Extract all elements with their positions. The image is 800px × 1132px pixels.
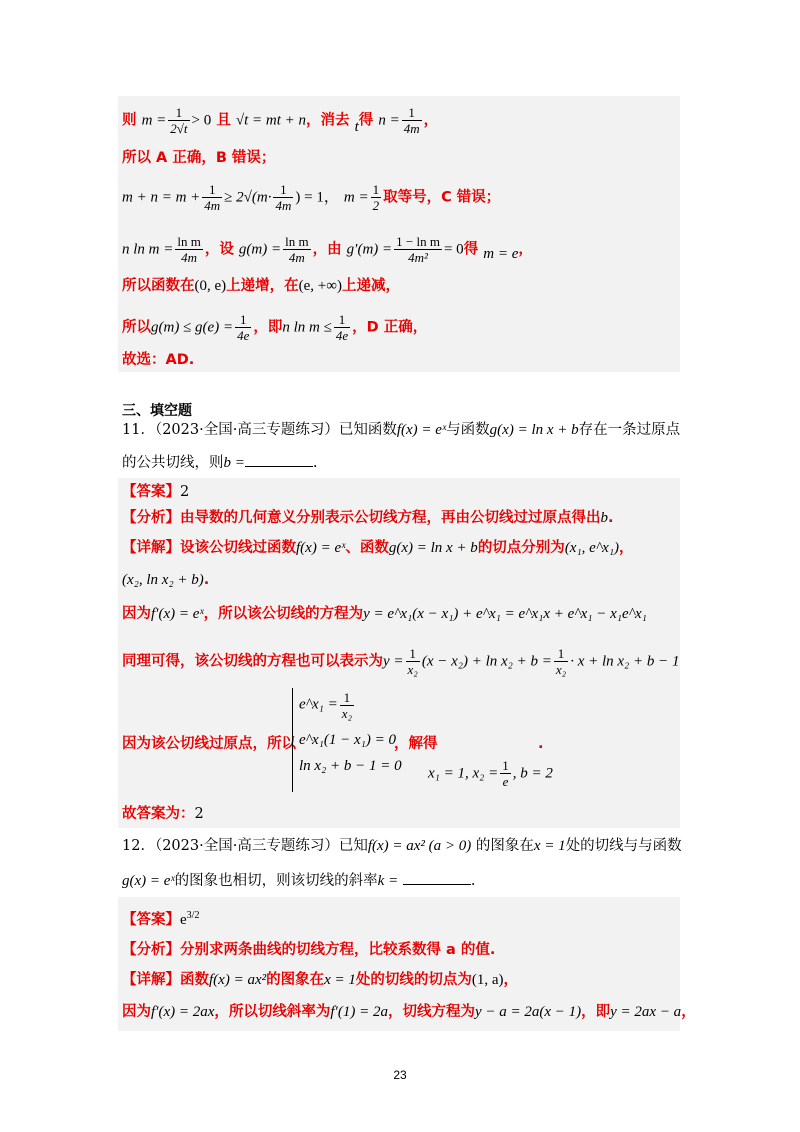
detail-line: 【详解】设该公切线过函数f(x) = eˣ、函数g(x) = ln x + b的切点分别为(x₁, e^x₁)， [122,540,634,556]
solution-line: 所以函数在(0, e)上递增，在(e, +∞)上递减， [122,278,400,294]
solution-line: 则 m = $\frac{1}{2√t}$ > 0 且 √t = mt + n，消去 t得 n = $\frac{1}{4m}$ ， [122,105,439,136]
page-number: 23 [393,1068,407,1082]
solution-line: 所以 A 正确，B 错误； [122,150,276,166]
final-answer-line: 故答案为：2 [122,806,204,822]
analysis-line: 【分析】由导数的几何意义分别表示公切线方程，再由公切线过过原点得出b. [122,510,614,526]
analysis-line: 【分析】分别求两条曲线的切线方程，比较系数得 a 的值. [122,942,496,958]
question-12-line: g(x) = eˣ的图象也相切，则该切线的斜率k = . [122,870,475,891]
detail-line: (x₂, ln x₂ + b). [122,572,210,588]
solution-line: 故选：AD. [122,352,195,368]
solution-result: x₁ = 1, x₂ = $\frac{1}{e}$ , b = 2 [428,758,553,789]
detail-line: 因为该公切线过原点，所以 [122,736,296,752]
question-11-line: 的公共切线，则b = . [122,452,317,473]
detail-line: 因为f′(x) = 2ax，所以切线斜率为f′(1) = 2a，切线方程为y − a = 2a(x − 1)，即y = 2ax − a， [122,1004,696,1020]
solution-line: n ln m = $\frac{\text{ln m}}{4m}$ ，设 g(m) = $\frac{\text{ln m}}{4m}$ ，由 g′(m) = $\frac{\text{1 − ln m}}{\text{4m²}}$ = 0得 m = e， [122,234,533,265]
answer-line: 【答案】$e^{3/2}$ [122,910,200,928]
detail-line: . [538,736,544,752]
answer-line: 【答案】2 [122,484,190,500]
detail-line: 【详解】函数f(x) = ax²的图象在x = 1处的切线的切点为(1, a)， [122,972,519,988]
detail-line: 同理可得，该公切线的方程也可以表示为y = $\frac{1}{\text{x₂}}$ (x − x₂) + ln x₂ + b = $\frac{1}{\text{x₂}}$ · x + ln x₂ + b − 1 [122,646,680,677]
equation-system: e^x₁ = $\frac{1}{\text{x₂}}$ e^x₁(1 − x₁) = 0 ln x₂ + b − 1 = 0 [292,688,413,792]
section-title: 三、填空题 [122,403,192,419]
detail-line: ，解得 [394,736,438,752]
solution-line: 所以g(m) ≤ g(e) = $\frac{1}{4e}$ ，即n ln m ≤ $\frac{1}{4e}$ ，D 正确， [122,312,428,343]
answer-blank[interactable] [245,452,313,467]
answer-blank[interactable] [403,870,471,885]
detail-line: 因为f′(x) = eˣ，所以该公切线的方程为y = e^x₁(x − x₁) + e^x₁ = e^x₁x + e^x₁ − x₁e^x₁ [122,606,647,622]
question-11-line: 11．（2023·全国·高三专题练习）已知函数f(x) = eˣ与函数g(x) = ln x + b存在一条过原点 [122,422,681,438]
question-12-line: 12．（2023·全国·高三专题练习）已知f(x) = ax² (a > 0) 的图象在x = 1处的切线与与函数 [122,838,682,854]
solution-line: m + n = m + $\frac{1}{4m}$ ≥ 2√(m· $\frac{1}{4m}$ ) = 1， m = $\frac{1}{2}$ 取等号，C 错误； [122,182,501,213]
